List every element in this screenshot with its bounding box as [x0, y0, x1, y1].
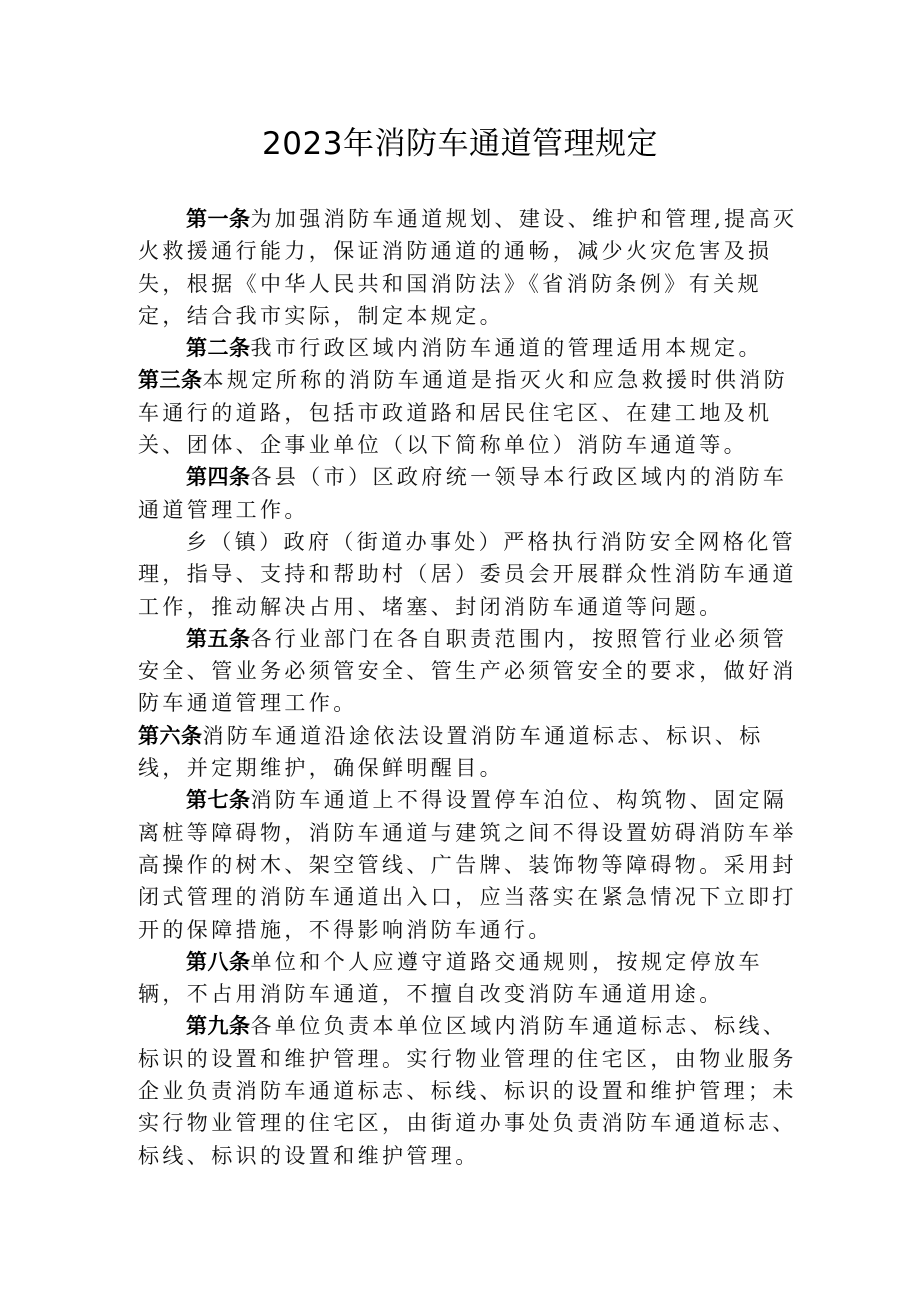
article-number: 第三条 [138, 368, 203, 393]
article-text: 消防车通道沿途依法设置消防车通道标志、标识、标线，并定期维护，确保鲜明醒目。 [138, 723, 764, 781]
document-body [138, 203, 798, 1172]
article-text: 为加强消防车通道规划、建设、维护和管理,提高灭火救援通行能力，保证消防通道的通畅，减少火灾危害及损失，根据《中华人民共和国消防法》《省消防条例》有关规定，结合我市实际，制定本规定。 [138, 207, 798, 328]
article-4 [138, 461, 798, 526]
article-6 [138, 720, 798, 785]
article-8 [138, 946, 798, 1011]
article-number: 第七条 [186, 788, 251, 813]
article-text: 各行业部门在各自职责范围内，按照管行业必须管安全、管业务必须管安全、管生产必须管安全的要求，做好消防车通道管理工作。 [138, 626, 797, 716]
article-1 [138, 203, 798, 332]
article-9 [138, 1010, 798, 1171]
article-number: 第八条 [186, 949, 251, 974]
article-text: 单位和个人应遵守道路交通规则，按规定停放车辆，不占用消防车通道，不擅自改变消防车通道用途。 [138, 949, 763, 1007]
article-number: 第五条 [186, 626, 251, 651]
article-number: 第一条 [186, 207, 251, 231]
article-4-paragraph-2 [138, 526, 798, 623]
article-text: 各单位负责本单位区域内消防车通道标志、标线、标识的设置和维护管理。实行物业管理的住宅区，由物业服务企业负责消防车通道标志、标线、标识的设置和维护管理；未实行物业管理的住宅区，由街道办事处负责消防车通道标志、标线、标识的设置和维护管理。 [138, 1014, 797, 1168]
article-5 [138, 623, 798, 720]
article-text: 乡（镇）政府（街道办事处）严格执行消防安全网格化管理，指导、支持和帮助村（居）委员会开展群众性消防车通道工作，推动解决占用、堵塞、封闭消防车通道等问题。 [138, 529, 797, 619]
article-number: 第二条 [186, 336, 251, 361]
article-7 [138, 784, 798, 945]
article-number: 第六条 [138, 723, 203, 748]
article-text: 消防车通道上不得设置停车泊位、构筑物、固定隔离桩等障碍物，消防车通道与建筑之间不得设置妨碍消防车举高操作的树木、架空管线、广告牌、装饰物等障碍物。采用封闭式管理的消防车通道出入口，应当落实在紧急情况下立即打开的保障措施，不得影响消防车通行。 [138, 788, 797, 942]
article-text: 我市行政区域内消防车通道的管理适用本规定。 [250, 336, 763, 361]
article-number: 第四条 [186, 465, 251, 490]
article-2 [138, 332, 798, 364]
article-3 [138, 364, 798, 461]
article-text: 各县（市）区政府统一领导本行政区域内的消防车通道管理工作。 [138, 465, 788, 522]
article-number: 第九条 [186, 1014, 251, 1039]
document-title: 2023年消防车通道管理规定 [262, 126, 658, 162]
article-text: 本规定所称的消防车通道是指灭火和应急救援时供消防车通行的道路，包括市政道路和居民住宅区、在建工地及机关、团体、企事业单位（以下简称单位）消防车通道等。 [138, 368, 789, 458]
